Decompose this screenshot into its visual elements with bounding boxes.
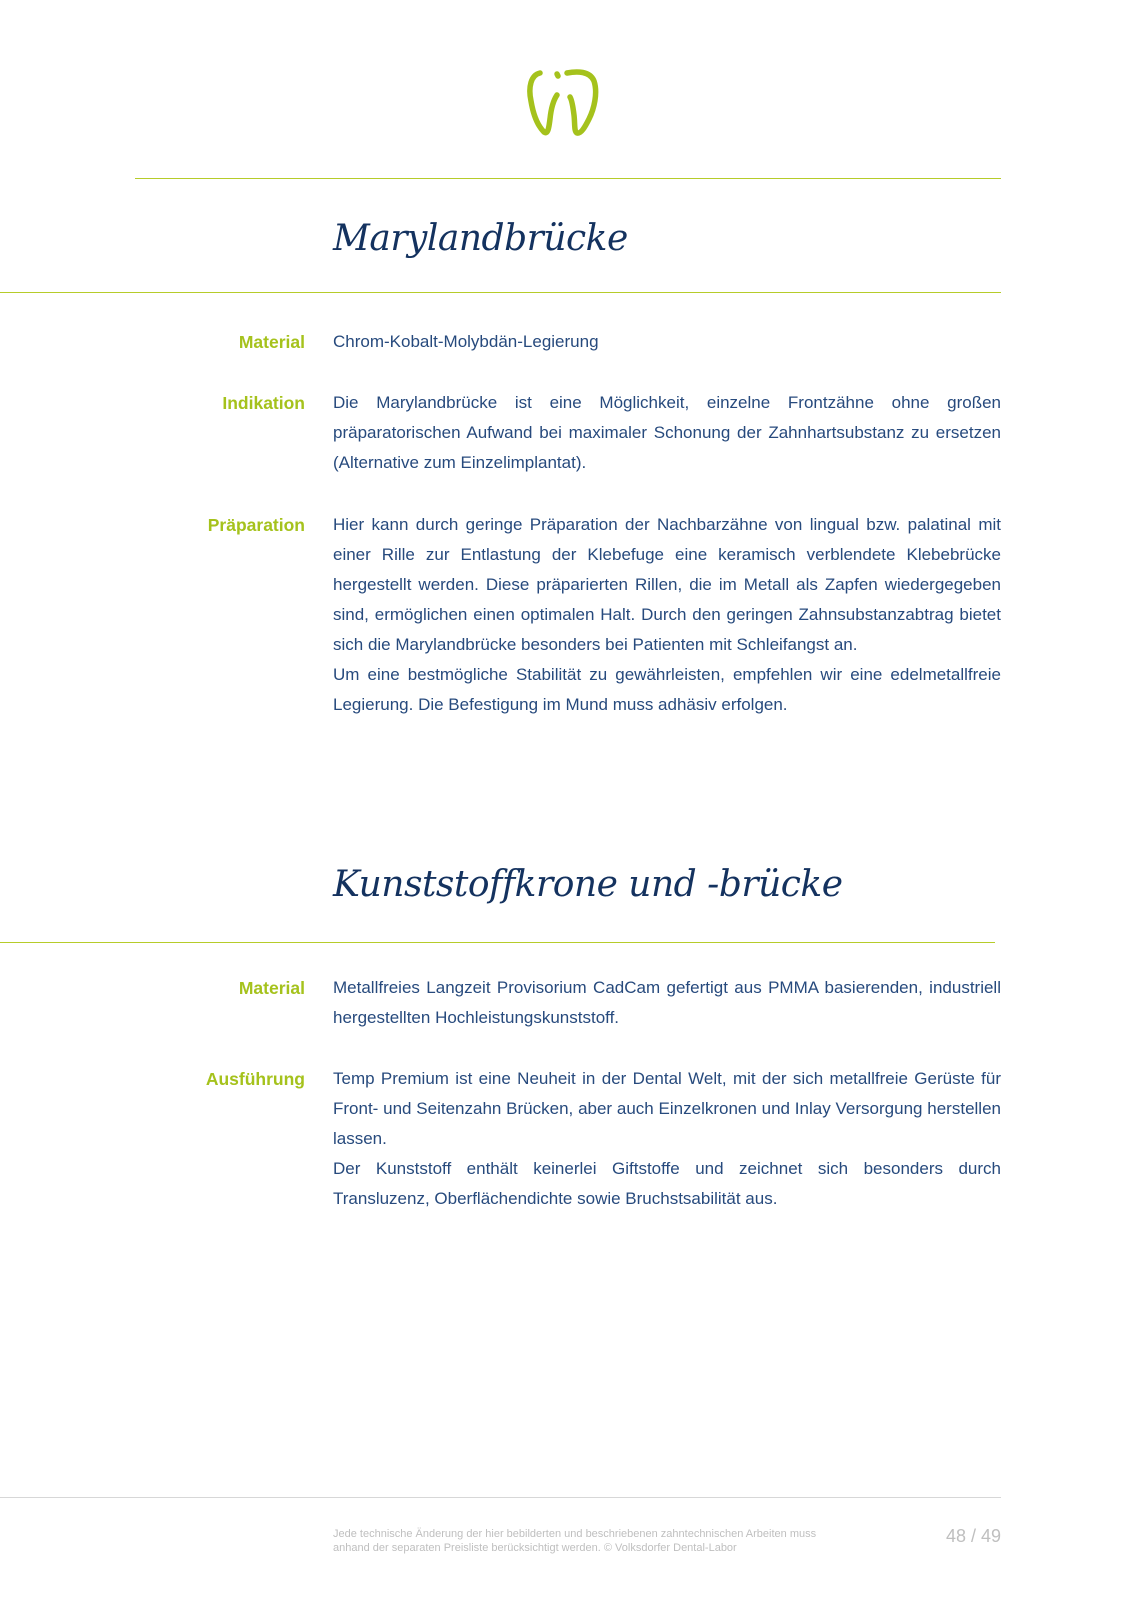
section-title-marylandbruecke: Marylandbrücke <box>333 218 628 259</box>
row-label: Ausführung <box>205 1069 305 1089</box>
row-label: Indikation <box>222 393 305 413</box>
page-number: 48 / 49 <box>945 1526 1001 1546</box>
section-title-kunststoffkrone: Kunststoffkrone und -brücke <box>333 864 843 905</box>
row-label: Material <box>238 332 305 352</box>
footer-divider <box>0 1497 1001 1498</box>
row-text: Metallfreies Langzeit Provisorium CadCam gefertigt aus PMMA basierenden, industriell hergestellten Hochleistungskunststoff. <box>333 978 1001 1027</box>
footer-disclaimer <box>333 1527 853 1555</box>
row-text: Die Marylandbrücke ist eine Möglichkeit, einzelne Frontzähne ohne großen präparatorischen Aufwand bei maximaler Schonung der Zahnhartsubstanz zu ersetzen (Alternative zum Einzelimplantat). <box>333 393 1001 472</box>
section-divider <box>0 942 995 943</box>
section-divider <box>0 292 1001 293</box>
top-divider <box>135 178 1001 179</box>
row-text: Chrom-Kobalt-Molybdän-Legierung <box>333 332 599 351</box>
row-label: Präparation <box>207 515 305 535</box>
row-text: Hier kann durch geringe Präparation der Nachbarzähne von lingual bzw. palatinal mit einer Rille zur Entlastung der Klebefuge eine keramisch verblendete Klebebrücke hergestellt werden. Diese präparierten Rillen, die im Metall als Zapfen wiedergegeben sind, ermöglichen einen optimalen Halt. Durch den geringen Zahnsubstanzabtrag bietet sich die Marylandbrücke besonders bei Patienten mit Schleifangst an. Um eine bestmögliche Stabilität zu gewährleisten, empfehlen wir eine edelmetallfreie Legierung. Die Befestigung im Mund muss adhäsiv erfolgen. <box>333 515 1001 714</box>
row-label: Material <box>238 978 305 998</box>
footer-disclaimer-line: anhand der separaten Preisliste berücksichtigt werden. © Volksdorfer Dental-Labor <box>333 1542 737 1554</box>
row-text: Temp Premium ist eine Neuheit in der Dental Welt, mit der sich metallfreie Gerüste für Front- und Seitenzahn Brücken, aber auch Einzelkronen und Inlay Versorgung herstellen lassen. Der Kunststoff enthält keinerlei Giftstoffe und zeichnet sich besonders durch Transluzenz, Oberflächendichte sowie Bruchstsabilität aus. <box>333 1069 1001 1208</box>
footer-disclaimer-line: Jede technische Änderung der hier bebilderten und beschriebenen zahntechnischen Arbeiten muss <box>333 1528 817 1540</box>
tooth-logo-icon <box>527 67 601 137</box>
